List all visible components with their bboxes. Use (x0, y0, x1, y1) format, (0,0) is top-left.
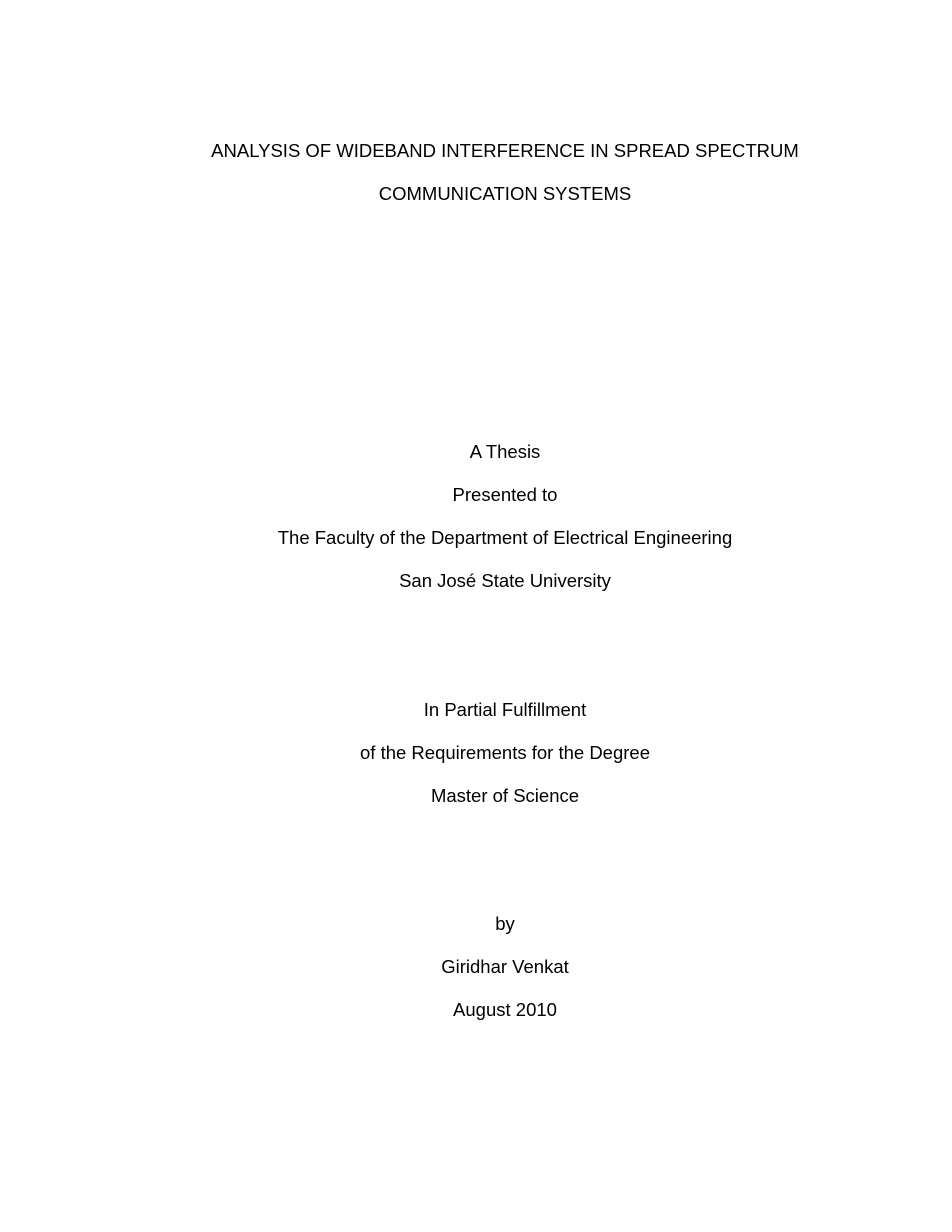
presented-to: Presented to (452, 484, 558, 505)
by-line: by (495, 913, 515, 934)
faculty-line: The Faculty of the Department of Electrical Engineering (277, 527, 733, 548)
degree-line: Master of Science (430, 785, 580, 806)
fulfillment-line-2: of the Requirements for the Degree (360, 742, 650, 763)
university-line: San José State University (399, 570, 611, 591)
submission-date: August 2010 (453, 999, 557, 1020)
thesis-title-line-2: COMMUNICATION SYSTEMS (378, 183, 632, 204)
fulfillment-line-1: In Partial Fulfillment (423, 699, 587, 720)
document-type: A Thesis (469, 441, 541, 462)
thesis-title-line-1: ANALYSIS OF WIDEBAND INTERFERENCE IN SPREAD SPECTRUM (211, 140, 799, 161)
author-name: Giridhar Venkat (441, 956, 569, 977)
